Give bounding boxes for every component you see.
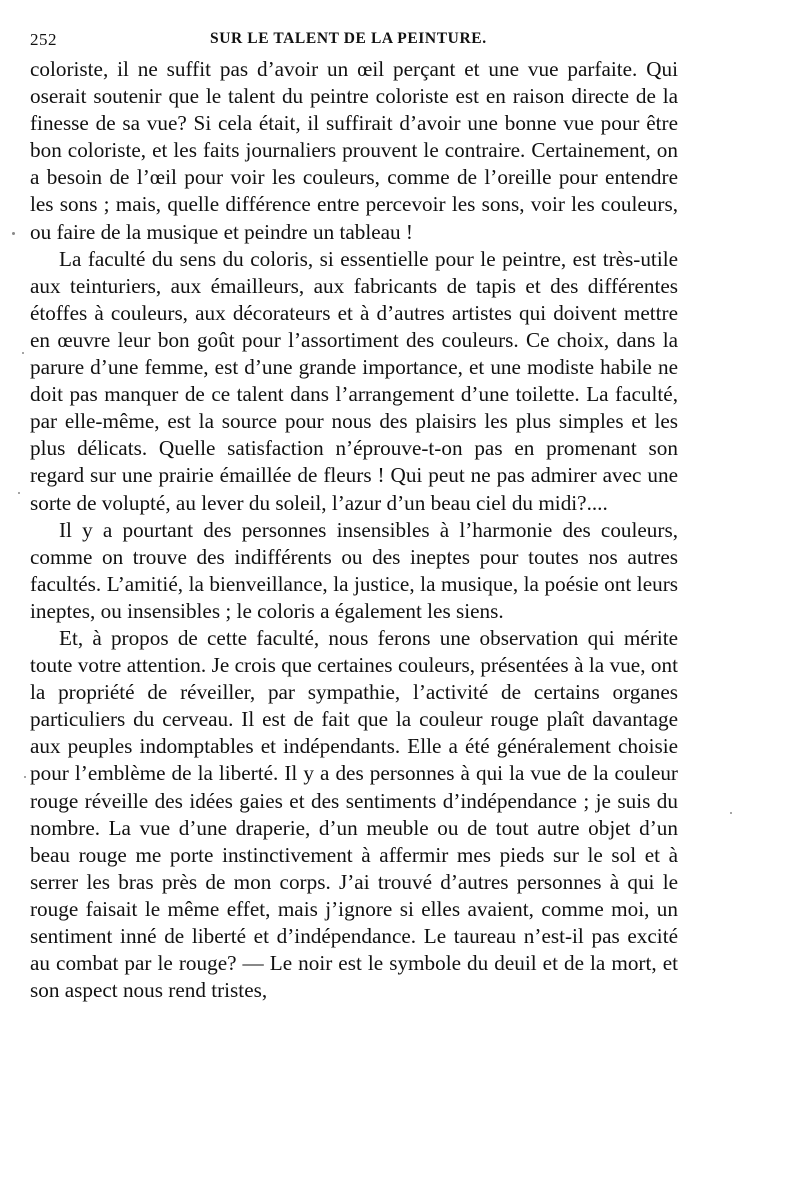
scan-speck — [22, 352, 24, 354]
scan-speck — [24, 776, 26, 778]
scan-speck — [12, 232, 15, 235]
body-text — [30, 56, 678, 1004]
paragraph-2: La faculté du sens du coloris, si essentielle pour le peintre, est très-utile aux teinturiers, aux émailleurs, aux fabricants de tapis et des différentes étoffes à couleurs, aux décorateurs et à d’autres artistes qui doivent mettre en œuvre leur bon goût pour l’assortiment des couleurs. Ce choix, dans la parure d’une femme, est d’une grande importance, et une modiste habile ne doit pas manquer de ce talent dans l’arrangement d’une toilette. La faculté, par elle-même, est la source pour nous des plaisirs les plus simples et les plus délicats. Quelle satisfaction n’éprouve-t-on pas en promenant son regard sur une prairie émaillée de fleurs ! Qui peut ne pas admirer avec une sorte de volupté, au lever du soleil, l’azur d’un beau ciel du midi?.... — [30, 246, 678, 515]
paragraph-3: Il y a pourtant des personnes insensibles à l’harmonie des couleurs, comme on trouve des indifférents ou des ineptes pour toutes nos autres facultés. L’amitié, la bienveillance, la justice, la musique, la poésie ont leurs ineptes, ou insensibles ; le coloris a également les siens. — [30, 517, 678, 623]
scan-speck — [18, 492, 20, 494]
running-head — [30, 28, 678, 52]
book-page — [30, 28, 678, 1004]
page-number: 252 — [30, 30, 57, 49]
paragraph-1: coloriste, il ne suffit pas d’avoir un œil perçant et une vue parfaite. Qui oserait soutenir que le talent du peintre coloriste est en raison directe de la finesse de sa vue? Si cela était, il suffirait d’avoir une bonne vue pour être bon coloriste, et les faits journaliers prouvent le contraire. Certainement, on a besoin de l’œil pour voir les couleurs, comme de l’oreille pour entendre les sons ; mais, quelle différence entre percevoir les sons, voir les couleurs, ou faire de la musique et peindre un tableau ! — [30, 57, 678, 244]
running-title: SUR LE TALENT DE LA PEINTURE. — [210, 30, 487, 47]
scan-speck — [730, 812, 732, 814]
paragraph-4: Et, à propos de cette faculté, nous ferons une observation qui mérite toute votre attention. Je crois que certaines couleurs, présentées à la vue, ont la propriété de réveiller, par sympathie, l’activité de certains organes particuliers du cerveau. Il est de fait que la couleur rouge plaît davantage aux peuples indomptables et indépendants. Elle a été généralement choisie pour l’emblème de la liberté. Il y a des personnes à qui la vue de la couleur rouge réveille des idées gaies et des sentiments d’indépendance ; je suis du nombre. La vue d’une draperie, d’un meuble ou de tout autre objet d’un beau rouge me porte instinctivement à affermir mes pieds sur le sol et à serrer les bras près de mon corps. J’ai trouvé d’autres personnes à qui le rouge faisait le même effet, mais j’ignore si elles avaient, comme moi, un sentiment inné de liberté et d’indépendance. Le taureau n’est-il pas excité au combat par le rouge? — Le noir est le symbole du deuil et de la mort, et son aspect nous rend tristes, — [30, 625, 678, 1003]
